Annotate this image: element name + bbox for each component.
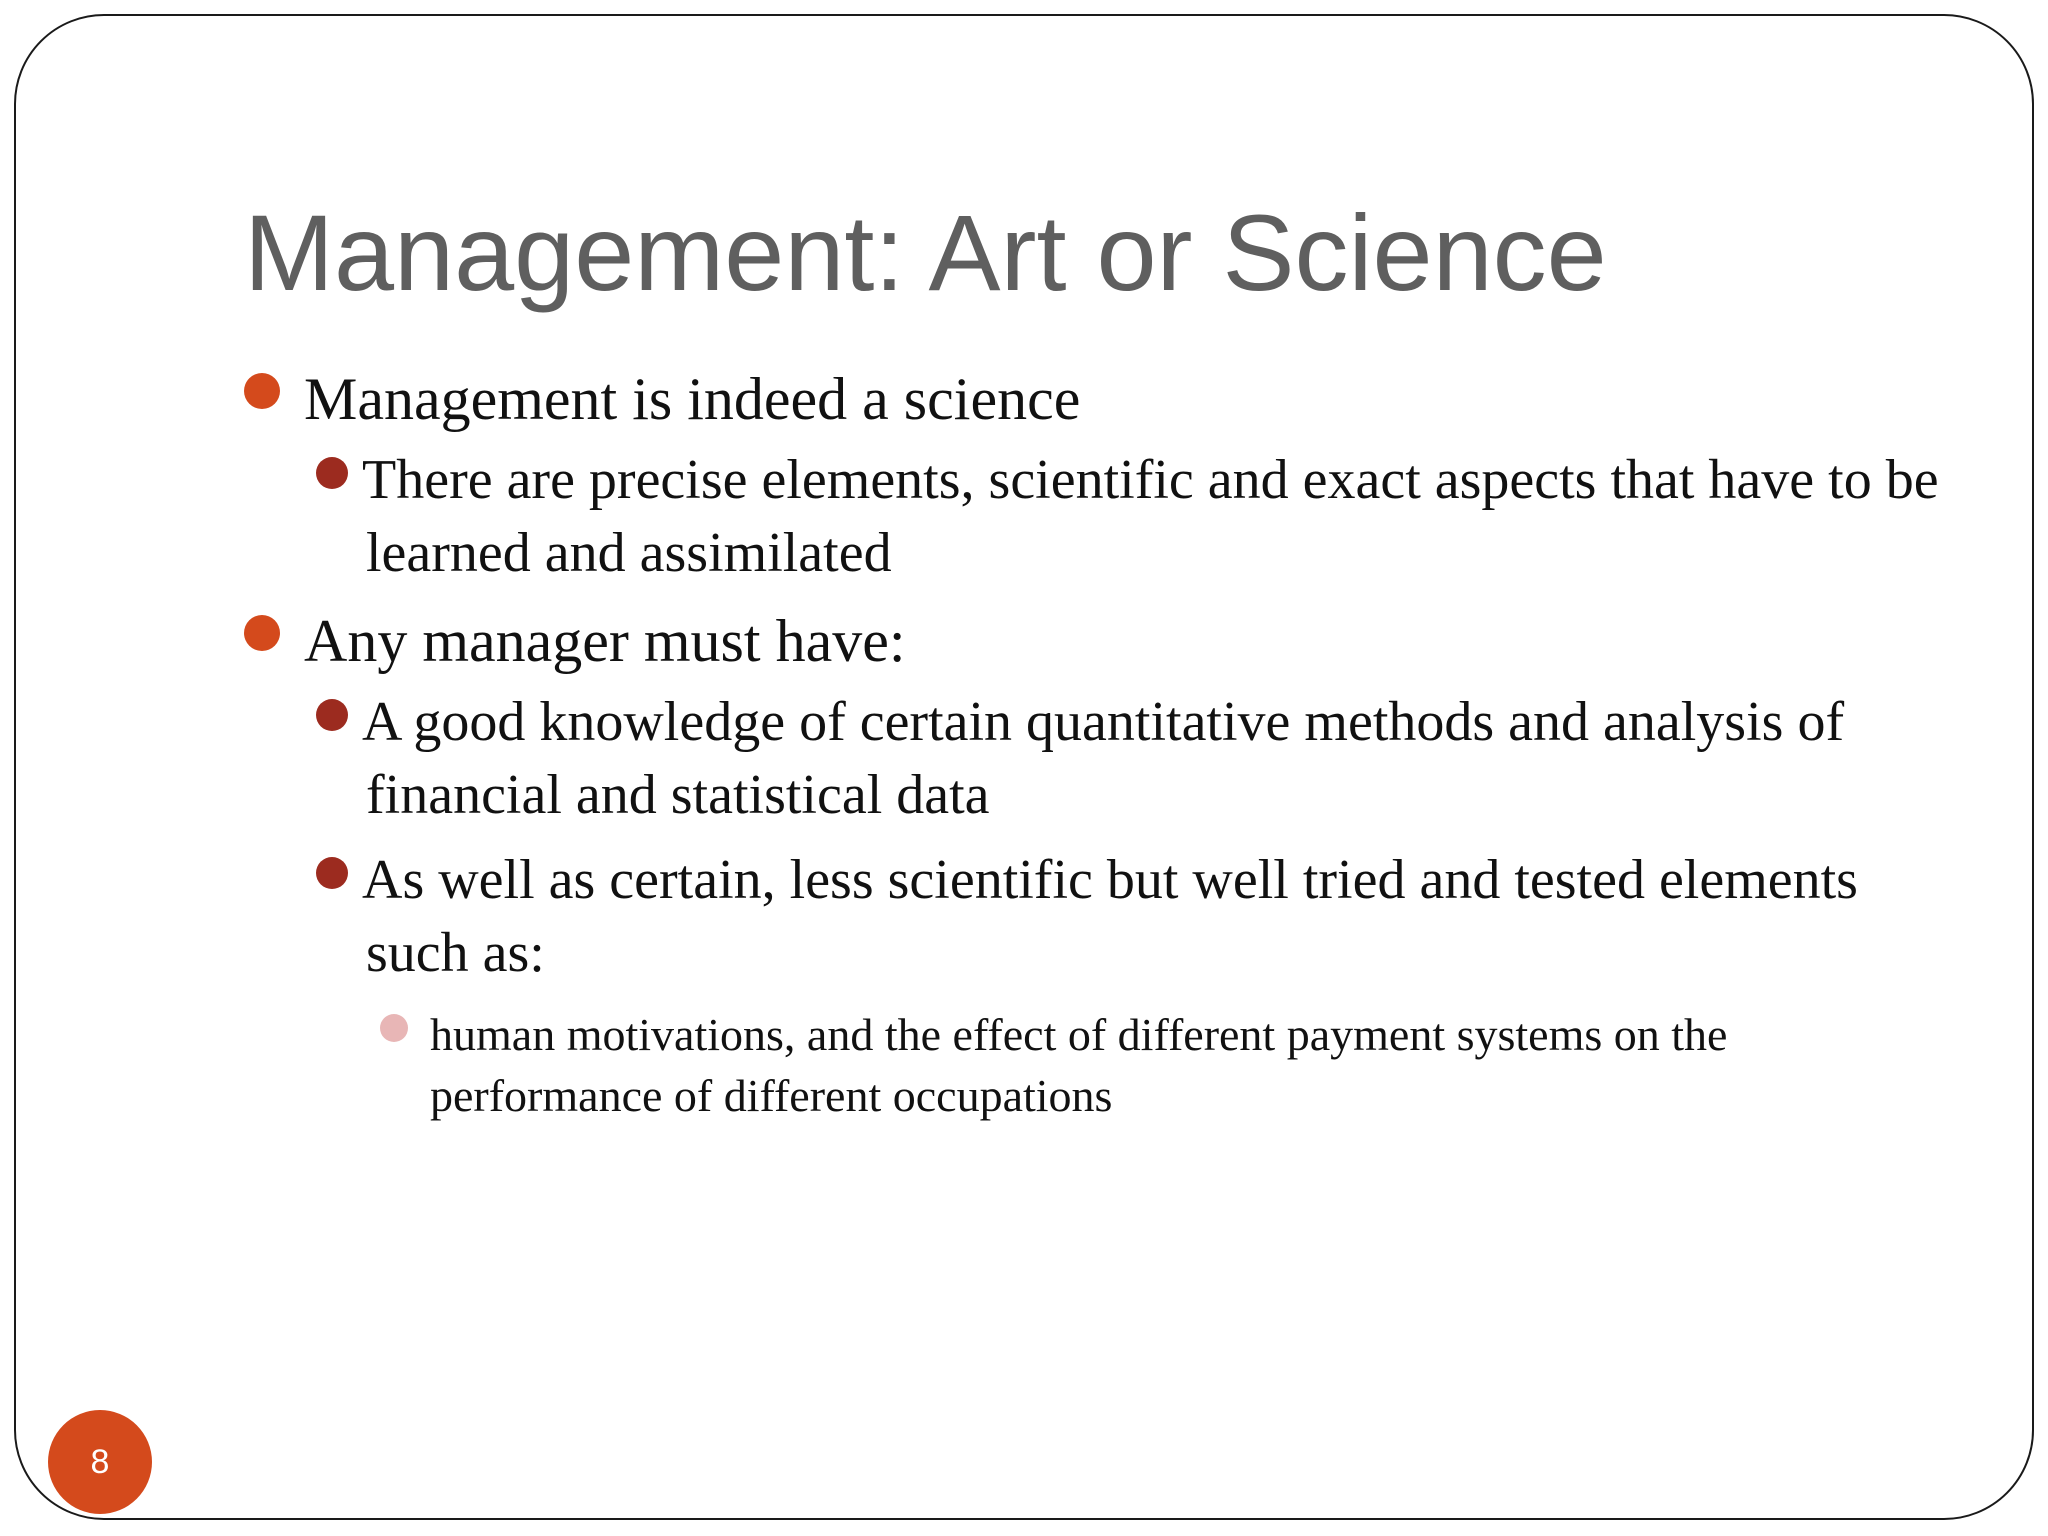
bullet-dot-icon <box>316 857 348 889</box>
bullet-item-level2 <box>316 444 1944 590</box>
slide-number: 8 <box>90 1442 110 1481</box>
bullet-text: Any manager must have: <box>304 608 906 674</box>
bullet-list <box>244 356 1944 1126</box>
bullet-dot-icon <box>244 615 280 651</box>
slide <box>14 14 2034 1520</box>
bullet-dot-icon <box>380 1014 408 1042</box>
bullet-text: human motivations, and the effect of different payment systems on the performance of different occupations <box>430 1009 1728 1121</box>
bullet-item-level1 <box>244 362 1944 436</box>
bullet-text: As well as certain, less scientific but well tried and tested elements such as: <box>362 849 1858 984</box>
slide-number-badge <box>48 1410 152 1514</box>
bullet-text: Management is indeed a science <box>304 366 1081 432</box>
bullet-item-level2 <box>316 844 1944 990</box>
bullet-dot-icon <box>316 699 348 731</box>
bullet-text: A good knowledge of certain quantitative methods and analysis of financial and statistical data <box>362 691 1845 826</box>
slide-title: Management: Art or Science <box>244 192 1607 313</box>
bullet-item-level3 <box>380 1004 1944 1126</box>
bullet-text: There are precise elements, scientific and exact aspects that have to be learned and assimilated <box>362 449 1939 584</box>
bullet-item-level1 <box>244 604 1944 678</box>
bullet-item-level2 <box>316 686 1944 832</box>
bullet-dot-icon <box>244 373 280 409</box>
bullet-dot-icon <box>316 457 348 489</box>
